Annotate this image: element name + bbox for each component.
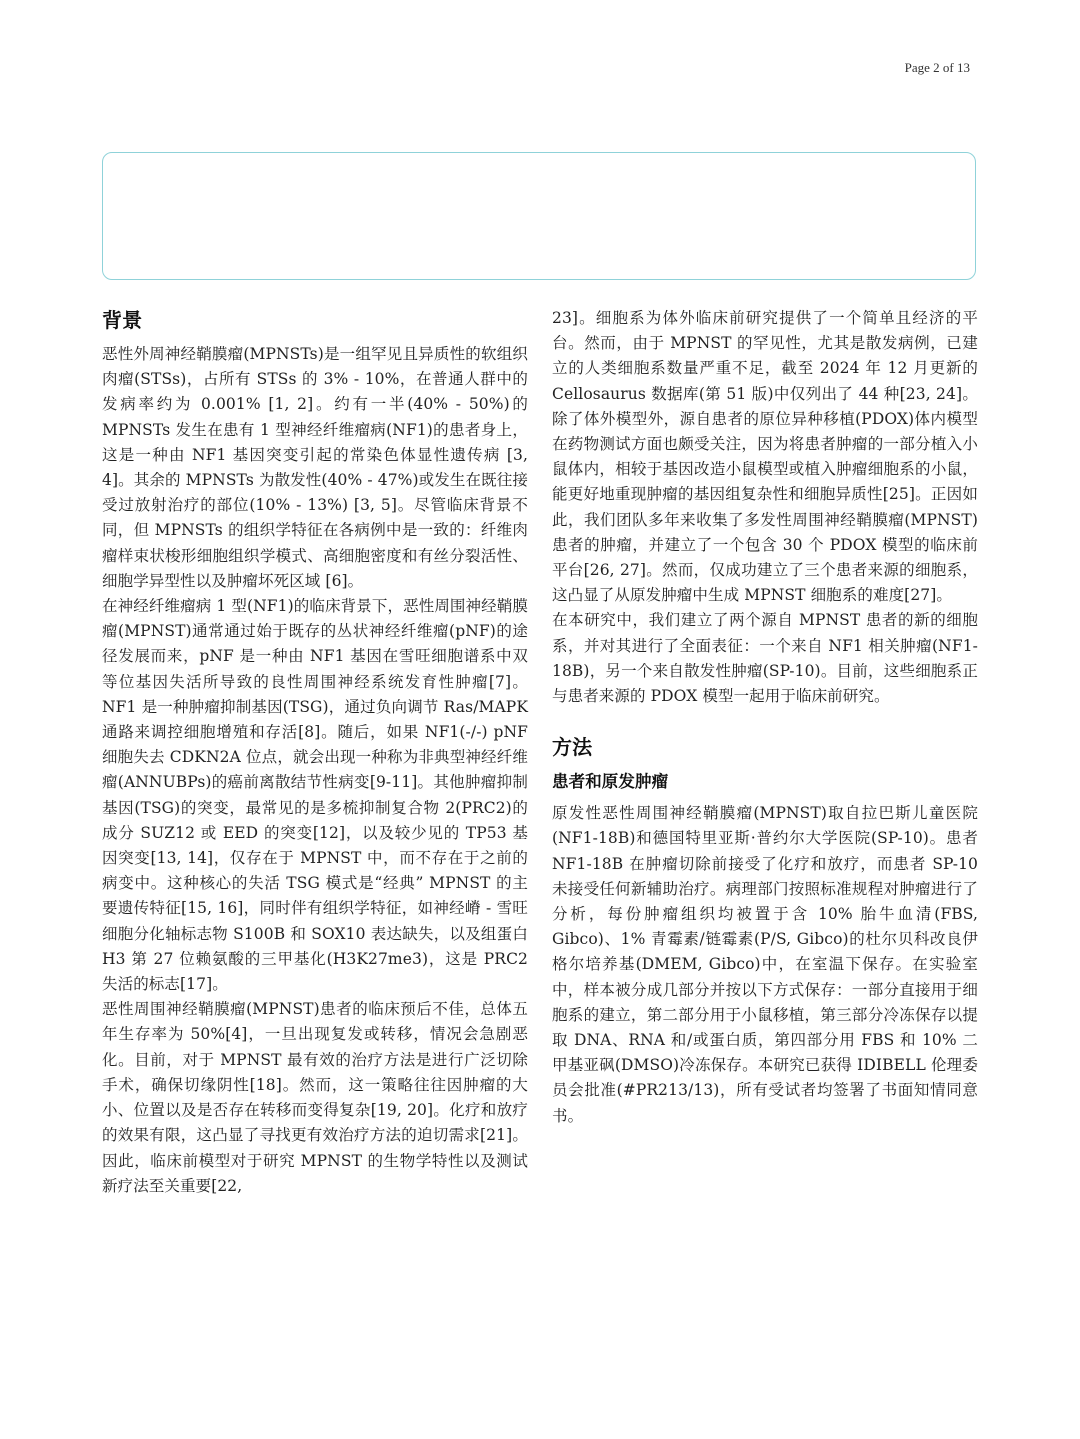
methods-paragraph: 原发性恶性周围神经鞘膜瘤(MPNST)取自拉巴斯儿童医院(NF1-18B)和德国特里亚斯·普约尔大学医院(SP-10)。患者 NF1-18B 在肿瘤切除前接受了化疗和放疗，而患者 SP-10 未接受任何新辅助治疗。病理部门按照标准规程对肿瘤进行了分析，每份肿瘤组织均被置于含 10% 胎牛血清(FBS, Gibco)、1% 青霉素/链霉素(P/S, Gibco)的杜尔贝科改良伊格尔培养基(DMEM, Gibco)中，在室温下保存。在实验室中，样本被分成几部分并按以下方式保存：一部分直接用于细胞系的建立，第二部分用于小鼠移植，第三部分冷冻保存以提取 DNA、RNA 和/或蛋白质，第四部分用 FBS 和 10% 二甲基亚砜(DMSO)冷冻保存。本研究已获得 IDIBELL 伦理委员会批准(#PR213/13)，所有受试者均签署了书面知情同意书。 [552,804,978,1125]
right-column [552,306,978,1129]
background-paragraph-4: 23]。细胞系为体外临床前研究提供了一个简单且经济的平台。然而，由于 MPNST 的罕见性，尤其是散发病例，已建立的人类细胞系数量严重不足，截至 2024 年 12 月更新的 Cellosaurus 数据库(第 51 版)中仅列出了 44 种[23, 24]。除了体外模型外，源自患者的原位异种移植(PDOX)体内模型在药物测试方面也颇受关注，因为将患者肿瘤的一部分植入小鼠体内，相较于基因改造小鼠模型或植入肿瘤细胞系的小鼠，能更好地重现肿瘤的基因组复杂性和细胞异质性[25]。正因如此，我们团队多年来收集了多发性周围神经鞘膜瘤(MPNST)患者的肿瘤，并建立了一个包含 30 个 PDOX 模型的临床前平台[26, 27]。然而，仅成功建立了三个患者来源的细胞系，这凸显了从原发肿瘤中生成 MPNST 细胞系的难度[27]。 [552,309,978,605]
background-paragraph-1: 恶性外周神经鞘膜瘤(MPNSTs)是一组罕见且异质性的软组织肉瘤(STSs)，占所有 STSs 的 3% - 10%，在普通人群中的发病率约为 0.001% [1, 2]。约有一半(40% - 50%)的 MPNSTs 发生在患有 1 型神经纤维瘤病(NF1)的患者身上，这是一种由 NF1 基因突变引起的常染色体显性遗传病 [3, 4]。其余的 MPNSTs 为散发性(40% - 47%)或发生在既往接受过放射治疗的部位(10% - 13%) [3, 5]。尽管临床背景不同，但 MPNSTs 的组织学特征在各病例中是一致的：纤维肉瘤样束状梭形细胞组织学模式、高细胞密度和有丝分裂活性、细胞学异型性以及肿瘤坏死区域 [6]。 [102,345,528,590]
background-paragraph-5: 在本研究中，我们建立了两个源自 MPNST 患者的新的细胞系，并对其进行了全面表征：一个来自 NF1 相关肿瘤(NF1-18B)，另一个来自散发性肿瘤(SP-10)。目前，这些细胞系正与患者来源的 PDOX 模型一起用于临床前研究。 [552,611,978,706]
left-column [102,306,528,1199]
methods-subheading: 患者和原发肿瘤 [552,772,669,792]
background-heading: 背景 [102,308,143,332]
background-paragraph-2: 在神经纤维瘤病 1 型(NF1)的临床背景下，恶性周围神经鞘膜瘤(MPNST)通常通过始于既存的丛状神经纤维瘤(pNF)的途径发展而来，pNF 是一种由 NF1 基因在雪旺细胞谱系中双等位基因失活所导致的良性周围神经系统发育性肿瘤[7]。NF1 是一种肿瘤抑制基因(TSG)，通过负向调节 Ras/MAPK 通路来调控细胞增殖和存活[8]。随后，如果 NF1(-/-) pNF 细胞失去 CDKN2A 位点，就会出现一种称为非典型神经纤维瘤(ANNUBPs)的癌前离散结节性病变[9-11]。其他肿瘤抑制基因(TSG)的突变，最常见的是多梳抑制复合物 2(PRC2)的成分 SUZ12 或 EED 的突变[12]，以及较少见的 TP53 基因突变[13, 14]，仅存在于 MPNST 中，而不存在于之前的病变中。这种核心的失活 TSG 模式是“经典” MPNST 的主要遗传特征[15, 16]，同时伴有组织学特征，如神经嵴 - 雪旺细胞分化轴标志物 S100B 和 SOX10 表达缺失，以及组蛋白 H3 第 27 位赖氨酸的三甲基化(H3K27me3)，这是 PRC2 失活的标志[17]。 [102,597,528,994]
empty-callout-box [102,152,976,280]
methods-heading: 方法 [552,735,593,760]
background-paragraph-3: 恶性周围神经鞘膜瘤(MPNST)患者的临床预后不佳，总体五年生存率为 50%[4]，一旦出现复发或转移，情况会急剧恶化。目前，对于 MPNST 最有效的治疗方法是进行广泛切除手术，确保切缘阴性[18]。然而，这一策略往往因肿瘤的大小、位置以及是否存在转移而变得复杂[19, 20]。化疗和放疗的效果有限，这凸显了寻找更有效治疗方法的迫切需求[21]。因此，临床前模型对于研究 MPNST 的生物学特性以及测试新疗法至关重要[22, [102,1000,528,1195]
page-number: Page 2 of 13 [904,60,970,75]
